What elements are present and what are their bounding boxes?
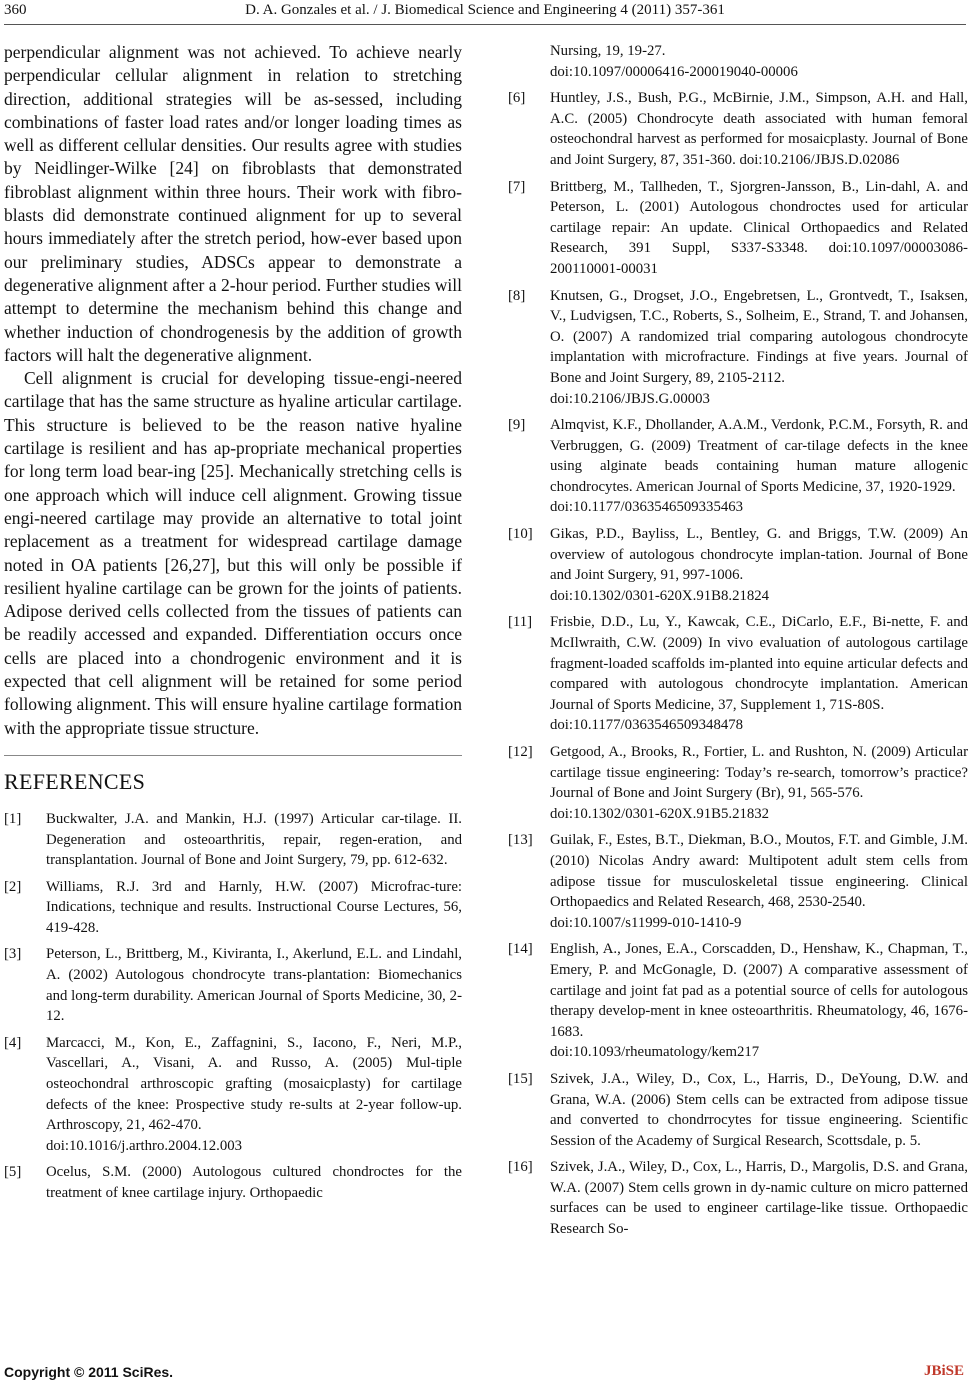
reference-text: Peterson, L., Brittberg, M., Kiviranta, I., Akerlund, E.L. and Lindahl, A. (2002) Autologous chondrocyte trans-plantation: Biomechanics and long-term durability. American Journal of Sports Medicine, 30, 2-12. <box>46 946 462 1025</box>
reference-doi[interactable]: doi:10.1302/0301-620X.91B8.21824 <box>550 587 770 604</box>
reference-item <box>508 177 968 280</box>
reference-number: [10] <box>508 526 533 543</box>
references-list-left <box>4 809 462 1204</box>
copyright-notice: Copyright © 2011 SciRes. <box>4 1364 174 1380</box>
reference-doi[interactable]: doi:10.1007/s11999-010-1410-9 <box>550 914 742 931</box>
reference-number: [8] <box>508 287 526 304</box>
reference-text: Brittberg, M., Tallheden, T., Sjorgren-Jansson, B., Lin-dahl, A. and Peterson, L. (2001) Autologous chondroctes used for articular cartilage repair: An update. Clinical Orthopaedics and Related Research, 391 Suppl, S337-S3348. doi:10.1097/00003086-200110001-00031 <box>550 178 968 277</box>
reference-item <box>508 286 968 410</box>
reference-number: [16] <box>508 1159 533 1176</box>
reference-doi[interactable]: doi:10.1093/rheumatology/kem217 <box>550 1044 760 1061</box>
right-column <box>508 41 968 1246</box>
reference-number: [12] <box>508 744 533 760</box>
reference-item <box>508 41 968 82</box>
reference-item <box>4 944 462 1026</box>
reference-number: [2] <box>4 878 22 895</box>
left-column <box>4 41 462 1210</box>
reference-number: [6] <box>508 90 526 107</box>
reference-text: Szivek, J.A., Wiley, D., Cox, L., Harris, D., DeYoung, D.W. and Grana, W.A. (2006) Stem cells can be extracted from adipose tissue and converted to chondrrocytes for tissue engineering. Scientific Session of the Academy of Surgical Research, Scottsdale, p. 5. <box>550 1070 968 1149</box>
reference-text: Gikas, P.D., Bayliss, L., Bentley, G. and Briggs, T.W. (2009) An overview of autologous chondrocyte implan-tation. Journal of Bone and Joint Surgery, 91, 997-1006. <box>550 526 968 584</box>
reference-number: [1] <box>4 810 22 827</box>
reference-doi[interactable]: doi:10.1016/j.arthro.2004.12.003 <box>46 1137 243 1154</box>
reference-doi[interactable]: doi:10.1177/0363546509348478 <box>550 717 744 734</box>
reference-item <box>508 830 968 933</box>
reference-number: [13] <box>508 832 533 849</box>
reference-item <box>4 1033 462 1157</box>
reference-text: Marcacci, M., Kon, E., Zaffagnini, S., Iacono, F., Neri, M.P., Vascellari, A., Visani, A. and Russo, A. (2005) Mul-tiple osteochondral arthroscopic grafting (mosaicplasty) for cartilage defects of the knee: Prospective study re-sults at 2-year follow-up. Arthroscopy, 21, 462-470. <box>46 1034 462 1134</box>
reference-text: Buckwalter, J.A. and Mankin, H.J. (1997) Articular car-tilage. II. Degeneration and osteoarthritis, repair, regen-eration, and transplantation. Journal of Bone and Joint Surgery, 79, pp. 612-632. <box>46 810 462 869</box>
reference-item <box>508 1157 968 1239</box>
header-rule <box>4 24 966 25</box>
references-heading: REFERENCES <box>4 768 146 794</box>
reference-text: Huntley, J.S., Bush, P.G., McBirnie, J.M., Simpson, A.H. and Hall, A.C. (2005) Chondrocyte death associated with human femoral osteochondral harvest as performed for mosaicplasty. Journal of Bone and Joint Surgery, 87, 351-360. doi:10.2106/JBJS.D.02086 <box>550 90 968 168</box>
reference-number: [11] <box>508 614 533 631</box>
reference-doi[interactable]: doi:10.2106/JBJS.G.00003 <box>550 390 710 407</box>
reference-number: [7] <box>508 178 526 195</box>
reference-text: Frisbie, D.D., Lu, Y., Kawcak, C.E., DiCarlo, E.F., Bi-nette, F. and McIlwraith, C.W. (2009) In vivo evaluation of autologous cartilage fragment-loaded scaffolds im-planted into equine articular defects and compared with autologous chondrocyte implantation. American Journal of Sports Medicine, 37, Supplement 1, 71S-80S. <box>550 614 968 713</box>
reference-item <box>508 524 968 606</box>
reference-number: [4] <box>4 1034 22 1051</box>
reference-text: Knutsen, G., Drogset, J.O., Engebretsen, L., Grontvedt, T., Isaksen, V., Ludvigsen, T.C., Roberts, S., Solheim, E., Strand, T. and Johansen, O. (2007) A randomized trial comparing autologous chondrocyte implantation with microfracture. Findings at five years. Journal of Bone and Joint Surgery, 89, 2105-2112. <box>550 287 968 386</box>
reference-text: Ocelus, S.M. (2000) Autologous cultured chondroctes for the treatment of knee cartilage injury. Orthopaedic <box>46 1164 462 1201</box>
reference-item <box>508 88 968 170</box>
reference-text: Szivek, J.A., Wiley, D., Cox, L., Harris, D., Margolis, D.S. and Grana, W.A. (2007) Stem cells grown in dy-namic culture on micro patterned surfaces can be used to engineer cartilage-like tissue. Orthopaedic Research So- <box>550 1159 968 1238</box>
reference-text: Almqvist, K.F., Dhollander, A.A.M., Verdonk, P.C.M., Forsyth, R. and Verbruggen, G. (2009) Treatment of car-tilage defects in the knee using alginate beads containing human mature allogenic chondrocytes. American Journal of Sports Medicine, 37, 1920-1929. <box>550 417 968 495</box>
reference-item <box>508 742 968 824</box>
reference-item <box>508 939 968 1063</box>
reference-text: Guilak, F., Estes, B.T., Diekman, B.O., Moutos, F.T. and Gimble, J.M. (2010) Nicolas Andry award: Multipotent adult stem cells from adipose tissue for musculoskeletal tissue engineering. Clinical Orthopaedics and Related Research, 468, 2530-2540. <box>550 832 968 911</box>
reference-number: [5] <box>4 1164 22 1181</box>
reference-doi[interactable]: doi:10.1177/0363546509335463 <box>550 499 744 516</box>
reference-number: [14] <box>508 941 533 958</box>
running-header: D. A. Gonzales et al. / J. Biomedical Science and Engineering 4 (2011) 357-361 <box>245 2 725 18</box>
reference-item <box>508 1069 968 1151</box>
reference-number: [9] <box>508 417 526 434</box>
reference-doi[interactable]: doi:10.1302/0301-620X.91B5.21832 <box>550 805 770 822</box>
page-number: 360 <box>4 2 27 18</box>
body-paragraph: Cell alignment is crucial for developing tissue-engi-neered cartilage that has the same structure as hyaline articular cartilage. This structure is believed to be the reason native hyaline cartilage is resilient and has ap-propriate mechanical properties for long term load bear-ing [25]. Mechanically stretching cells is one approach which will induce cell alignment. Growing tissue engi-neered cartilage may provide an alternative to total joint replacement as a treatment for widespread cartilage damage noted in OA patients [26,27], but this will only be possible if resilient hyaline cartilage can be grown for the joints of patients. Adipose derived cells collected from the tissues of patients can be readily accessed and expanded. Differentiation occurs once cells are placed into a chondrogenic environment and it is expected that cell alignment will be retained for some period following alignment. This will ensure hyaline cartilage formation with the appropriate tissue structure. <box>4 368 462 738</box>
reference-text: Williams, R.J. 3rd and Harnly, H.W. (2007) Microfrac-ture: Indications, technique and results. Instructional Course Lectures, 56, 419-428. <box>46 878 462 936</box>
reference-text: Getgood, A., Brooks, R., Fortier, L. and Rushton, N. (2009) Articular cartilage tissue engineering: Today’s re-search, tomorrow’s practice? Journal of Bone and Joint Surgery (Br), 91, 565-576. <box>550 744 968 802</box>
references-list-right <box>508 41 968 1240</box>
reference-item <box>4 877 462 939</box>
reference-item <box>4 809 462 871</box>
reference-text: English, A., Jones, E.A., Corscadden, D., Henshaw, K., Chapman, T., Emery, P. and McGonagle, D. (2007) A comparative assessment of cartilage and joint fat pad as a potential source of cells for autologous therapy develop-ment in knee osteoarthritis. Rheumatology, 46, 1676-1683. <box>550 941 968 1040</box>
reference-number: [15] <box>508 1070 533 1087</box>
reference-text: Nursing, 19, 19-27. <box>550 43 666 59</box>
section-divider <box>4 755 462 756</box>
body-paragraph: perpendicular alignment was not achieved. To achieve nearly perpendicular cellular alignment in relation to stretching direction, additional strategies will be as-sessed, including combinations of faster load rates and/or longer loading times as well as different cellular densities. Our results agree with studies by Neidlinger-Wilke [24] on fibroblasts that demonstrated fibroblast alignment within three hours. Their work with fibro-blasts did demonstrate continued alignment for up to several hours immediately after the stretch period, how-ever based upon our preliminary studies, ADSCs appear to demonstrate a degenerative alignment after a 2-hour period. Further studies will attempt to determine the mechanism behind this change and whether induction of chondrogenesis by the addition of growth factors will halt the degenerative alignment. <box>4 42 462 365</box>
reference-doi[interactable]: doi:10.1097/00006416-200019040-00006 <box>550 63 798 80</box>
reference-number: [3] <box>4 946 22 963</box>
reference-item <box>4 1162 462 1203</box>
reference-item <box>508 612 968 736</box>
reference-item <box>508 415 968 518</box>
journal-abbreviation: JBiSE <box>923 1363 964 1379</box>
